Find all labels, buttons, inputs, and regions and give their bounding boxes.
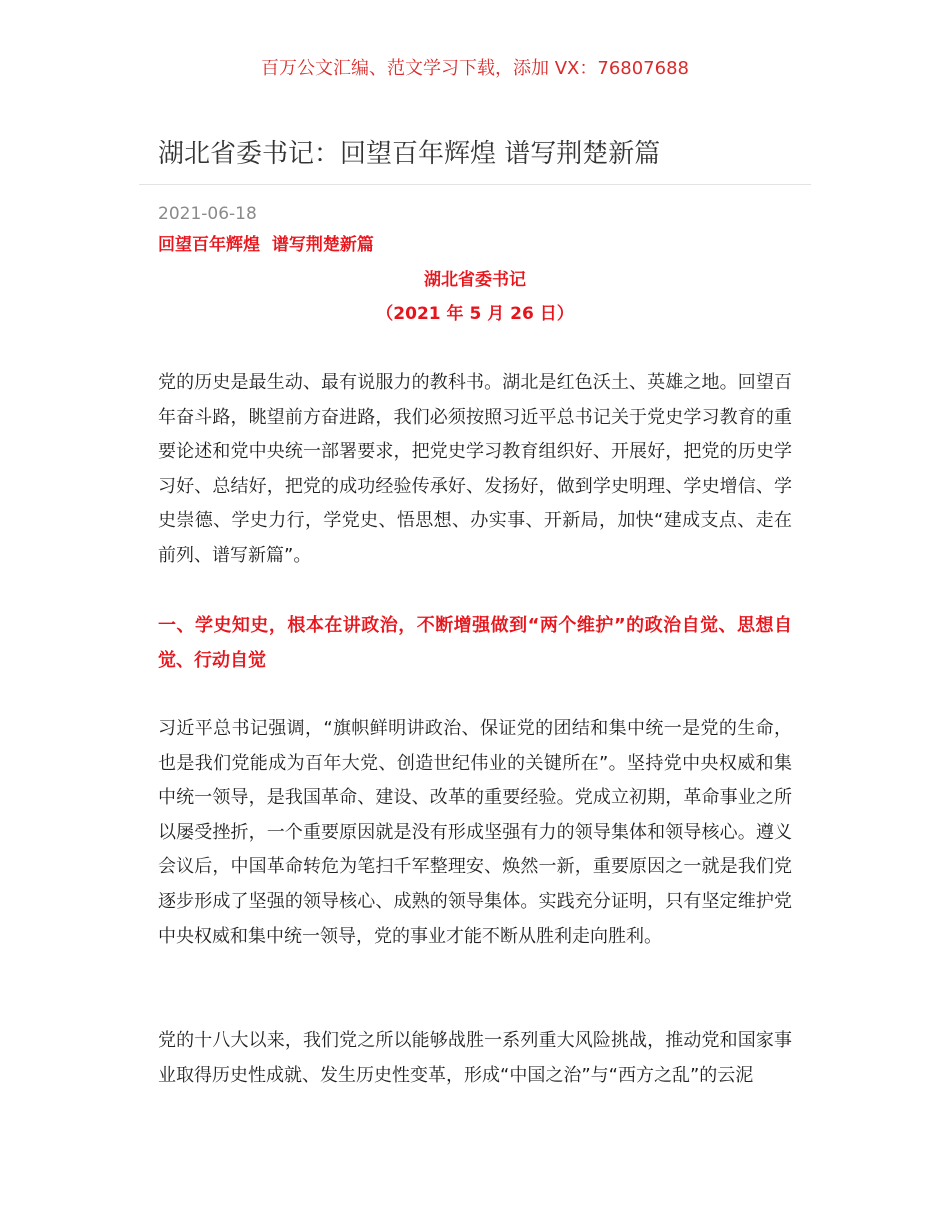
body-paragraph-intro: 党的历史是最生动、最有说服力的教科书。湖北是红色沃土、英雄之地。回望百年奋斗路，眺望前方奋进路，我们必须按照习近平总书记关于党史学习教育的重要论述和党中央统一部署要求，把党史学习教育组织好、开展好，把党的历史学习好、总结好，把党的成功经验传承好、发扬好，做到学史明理、学史增信、学史崇德、学史力行，学党史、悟思想、办实事、开新局，加快“建成支点、走在前列、谱写新篇”。 [158, 372, 792, 566]
publish-date: 2021-06-18 [158, 204, 257, 224]
promo-banner-text: 百万公文汇编、范文学习下载，添加 VX：76807688 [261, 58, 689, 79]
body-paragraph-achievements: 党的十八大以来，我们党之所以能够战胜一系列重大风险挑战，推动党和国家事业取得历史性成就、发生历史性变革，形成“中国之治”与“西方之乱”的云泥 [158, 1030, 792, 1086]
article-title: 湖北省委书记：回望百年辉煌 谱写荆楚新篇 [158, 139, 661, 169]
author-line: 湖北省委书记 [424, 270, 526, 290]
article-subtitle: 回望百年辉煌 谱写荆楚新篇 [158, 235, 374, 255]
speech-date: （2021 年 5 月 26 日） [376, 304, 574, 324]
title-divider [139, 184, 811, 185]
body-paragraph-politics: 习近平总书记强调，“旗帜鲜明讲政治、保证党的团结和集中统一是党的生命，也是我们党能成为百年大党、创造世纪伟业的关键所在”。坚持党中央权威和集中统一领导，是我国革命、建设、改革的重要经验。党成立初期，革命事业之所以屡受挫折，一个重要原因就是没有形成坚强有力的领导集体和领导核心。遵义会议后，中国革命转危为笔扫千军整理安、焕然一新，重要原因之一就是我们党逐步形成了坚强的领导核心、成熟的领导集体。实践充分证明，只有坚定维护党中央权威和集中统一领导，党的事业才能不断从胜利走向胜利。 [158, 718, 792, 947]
section-heading: 一、学史知史，根本在讲政治，不断增强做到“两个维护”的政治自觉、思想自觉、行动自觉 [158, 615, 792, 671]
